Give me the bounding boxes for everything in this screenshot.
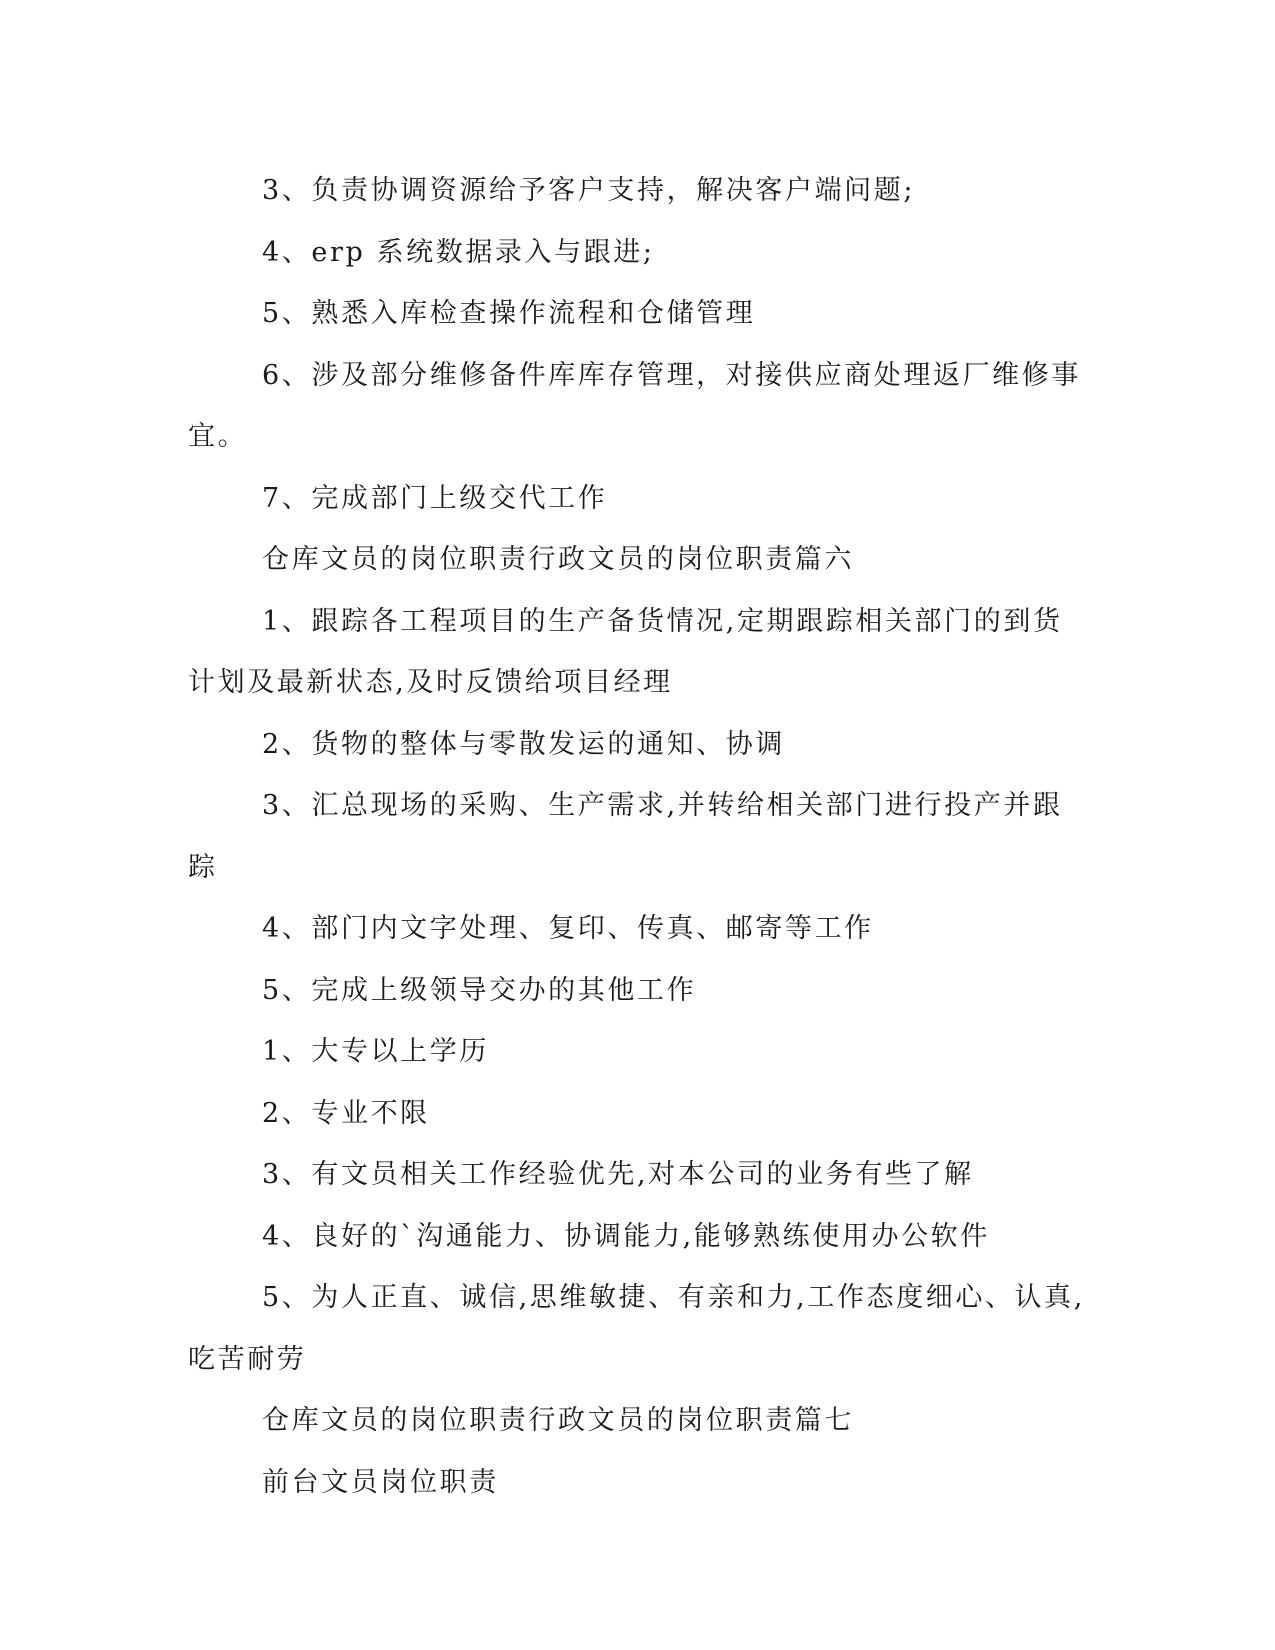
paragraph: 2、专业不限 — [262, 1097, 430, 1129]
section-heading: 仓库文员的岗位职责行政文员的岗位职责篇七 — [262, 1405, 854, 1436]
paragraph: 2、货物的整体与零散发运的通知、协调 — [262, 728, 785, 760]
paragraph: 7、完成部门上级交代工作 — [262, 482, 608, 514]
document-body — [188, 160, 1088, 1513]
paragraph: 1、跟踪各工程项目的生产备货情况,定期跟踪相关部门的到货计划及最新状态,及时反馈给项目经理 — [188, 605, 1063, 698]
paragraph: 4、erp 系统数据录入与跟进; — [262, 236, 655, 268]
paragraph: 3、负责协调资源给予客户支持，解决客户端问题; — [262, 175, 916, 206]
paragraph: 5、为人正直、诚信,思维敏捷、有亲和力,工作态度细心、认真,吃苦耐劳 — [188, 1282, 1085, 1375]
paragraph: 5、熟悉入库检查操作流程和仓储管理 — [262, 298, 756, 329]
section-heading: 仓库文员的岗位职责行政文员的岗位职责篇六 — [262, 544, 854, 575]
paragraph: 前台文员岗位职责 — [262, 1466, 499, 1498]
paragraph: 6、涉及部分维修备件库库存管理，对接供应商处理返厂维修事宜。 — [188, 359, 1081, 452]
paragraph: 5、完成上级领导交办的其他工作 — [262, 974, 697, 1006]
paragraph: 1、大专以上学历 — [262, 1036, 489, 1067]
paragraph: 4、良好的`沟通能力、协调能力,能够熟练使用办公软件 — [262, 1220, 990, 1252]
paragraph: 3、汇总现场的采购、生产需求,并转给相关部门进行投产并跟踪 — [188, 790, 1063, 883]
paragraph: 3、有文员相关工作经验优先,对本公司的业务有些了解 — [262, 1159, 974, 1190]
paragraph: 4、部门内文字处理、复印、传真、邮寄等工作 — [262, 913, 874, 944]
